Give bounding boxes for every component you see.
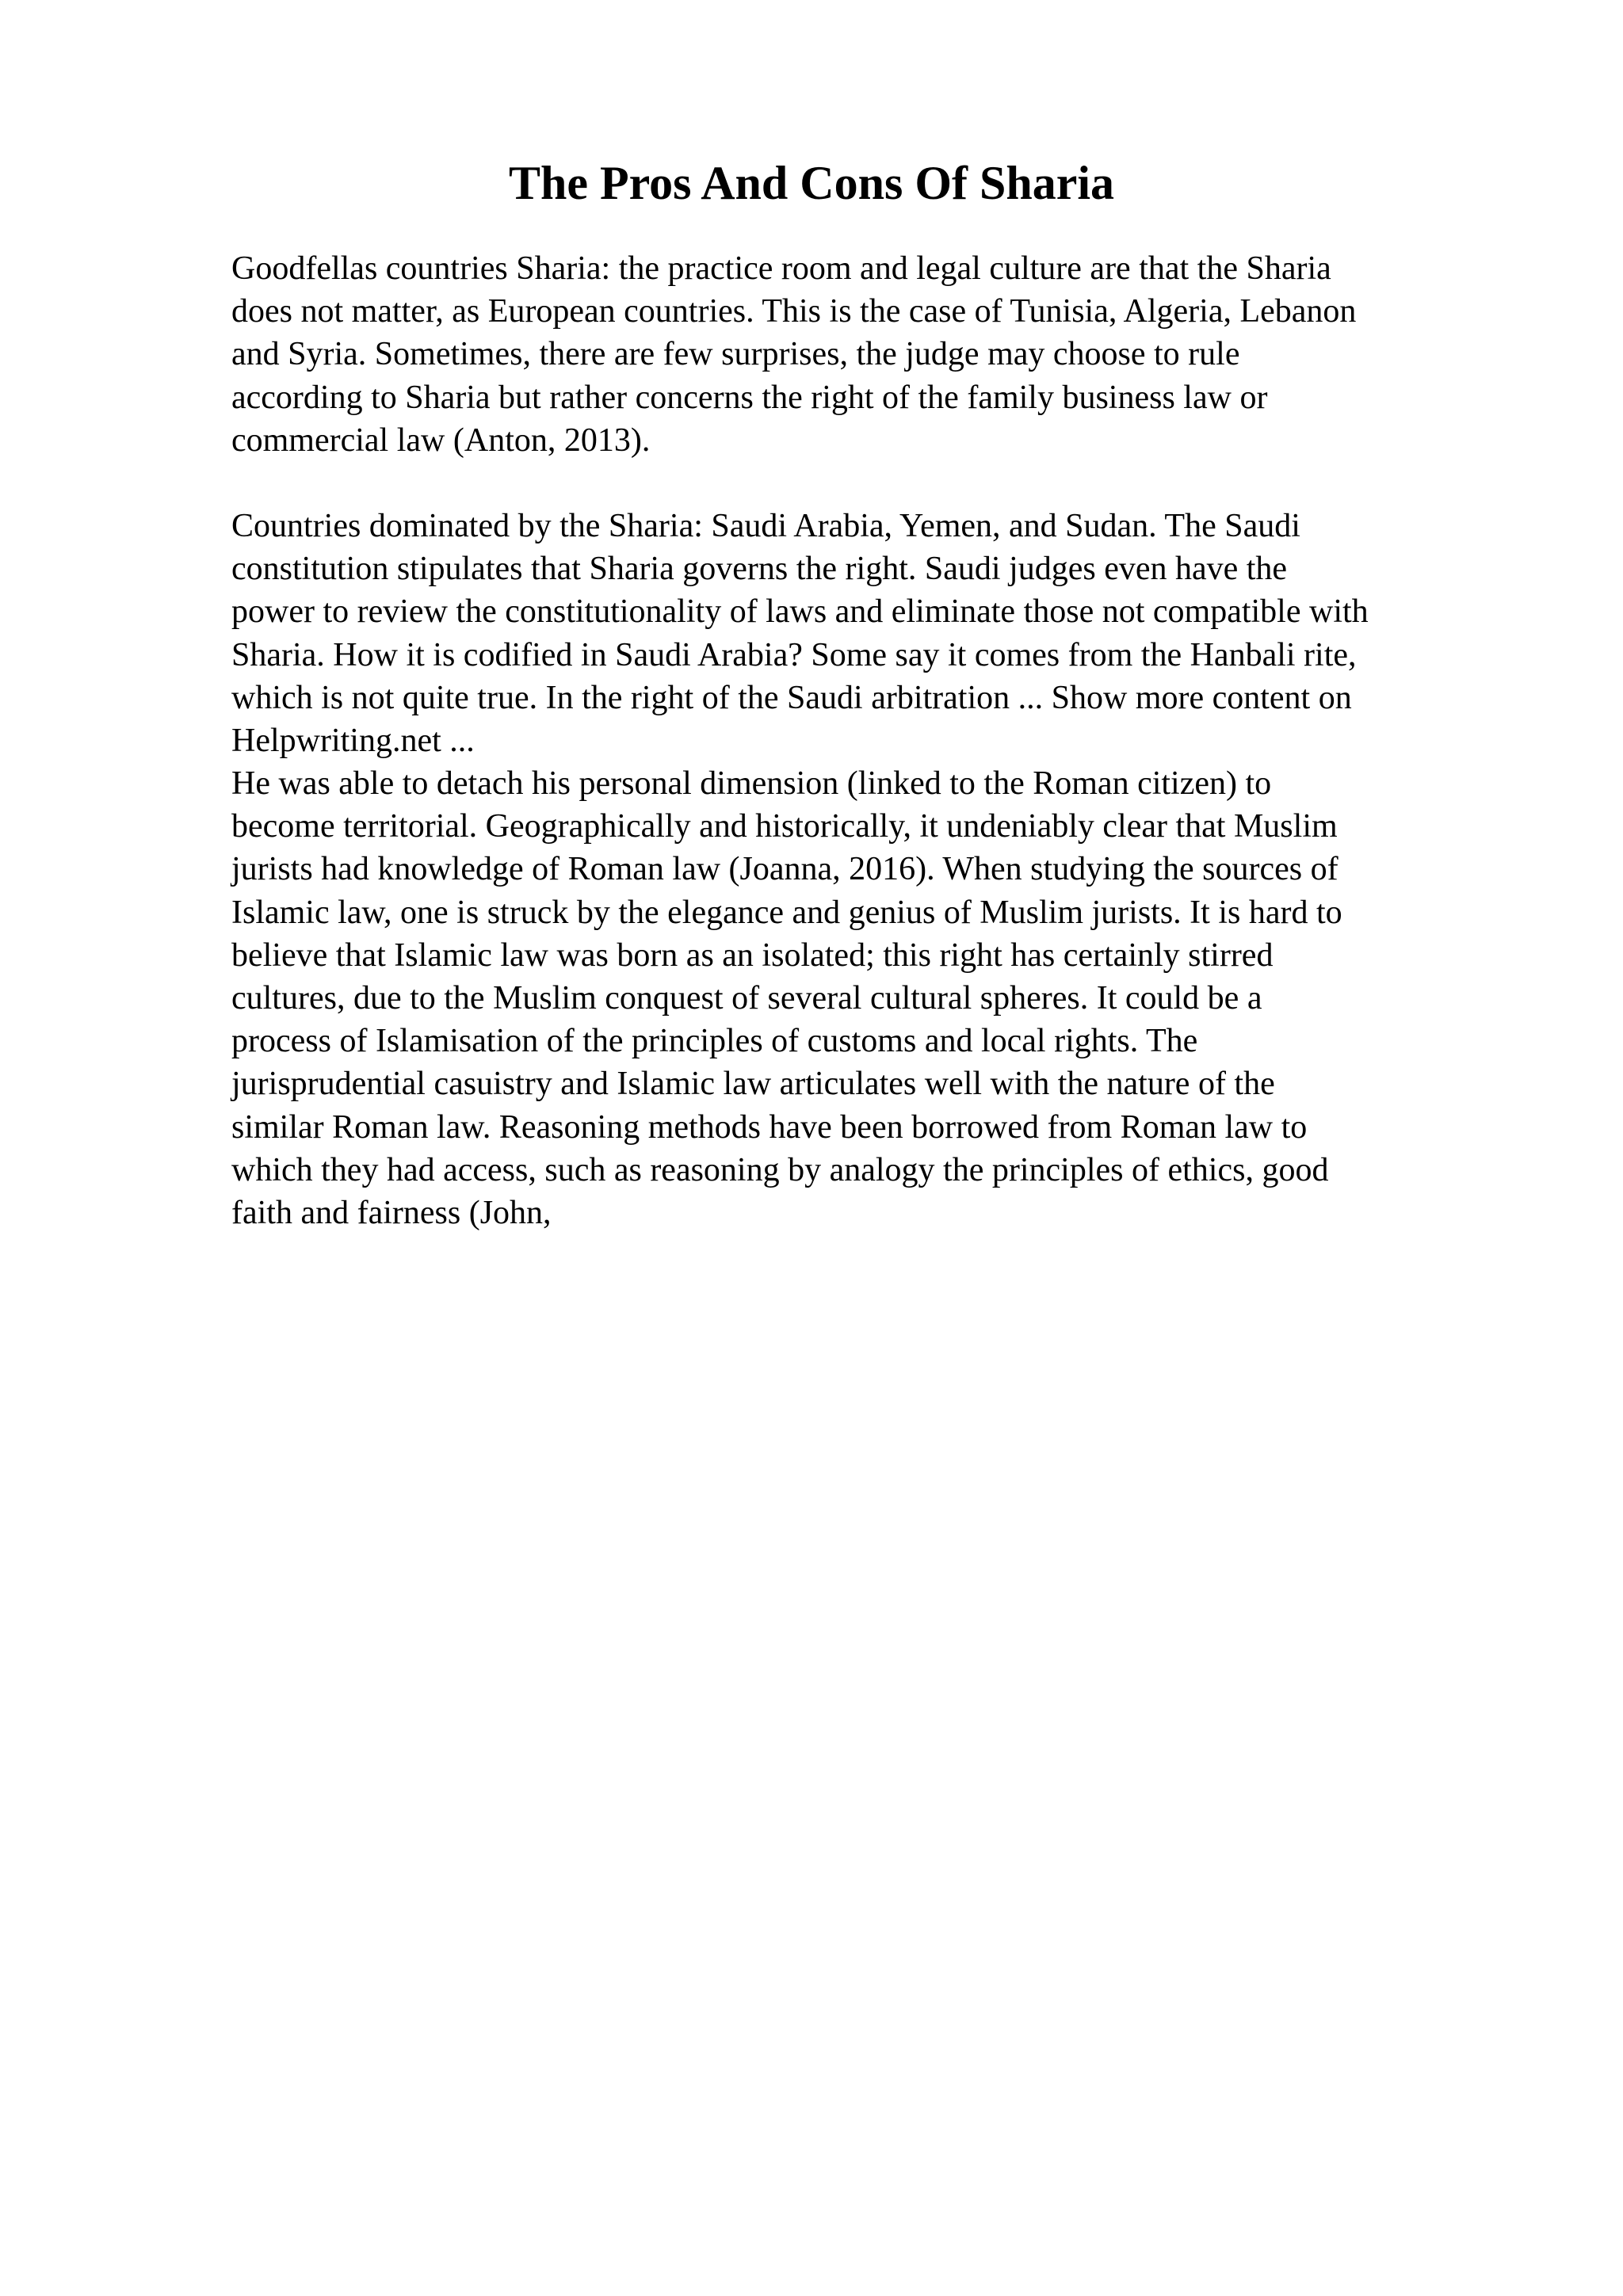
paragraph-1: Goodfellas countries Sharia: the practice room and legal culture are that the Sharia does not matter, as European countries. This is the case of Tunisia, Algeria, Lebanon and Syria. Sometimes, there are few surprises, the judge may choose to rule according to Sharia but rather concerns the right of the family business law or commercial law (Anton, 2013). xyxy=(231,250,1357,459)
paragraph-3: He was able to detach his personal dimension (linked to the Roman citizen) to become territorial. Geographically and historically, it undeniably clear that Muslim jurists had knowledge of Roman law (Joanna, 2016). When studying the sources of Islamic law, one is struck by the elegance and genius of Muslim jurists. It is hard to believe that Islamic law was born as an isolated; this right has certainly stirred cultures, due to the Muslim conquest of several cultural spheres. It could be a process of Islamisation of the principles of customs and local rights. The jurisprudential casuistry and Islamic law articulates well with the nature of the similar Roman law. Reasoning methods have been borrowed from Roman law to which they had access, such as reasoning by analogy the principles of ethics, good faith and fairness (John, xyxy=(231,765,1342,1232)
page-title: The Pros And Cons Of Sharia xyxy=(508,157,1115,209)
paragraph-2: Countries dominated by the Sharia: Saudi Arabia, Yemen, and Sudan. The Saudi constitution stipulates that Sharia governs the right. Saudi judges even have the power to review the constitutionality of laws and eliminate those not compatible with Sharia. How it is codified in Saudi Arabia? Some say it comes from the Hanbali rite, which is not quite true. In the right of the Saudi arbitration ... Show more content on xyxy=(231,508,1369,716)
source-note: Helpwriting.net ... xyxy=(231,723,475,759)
